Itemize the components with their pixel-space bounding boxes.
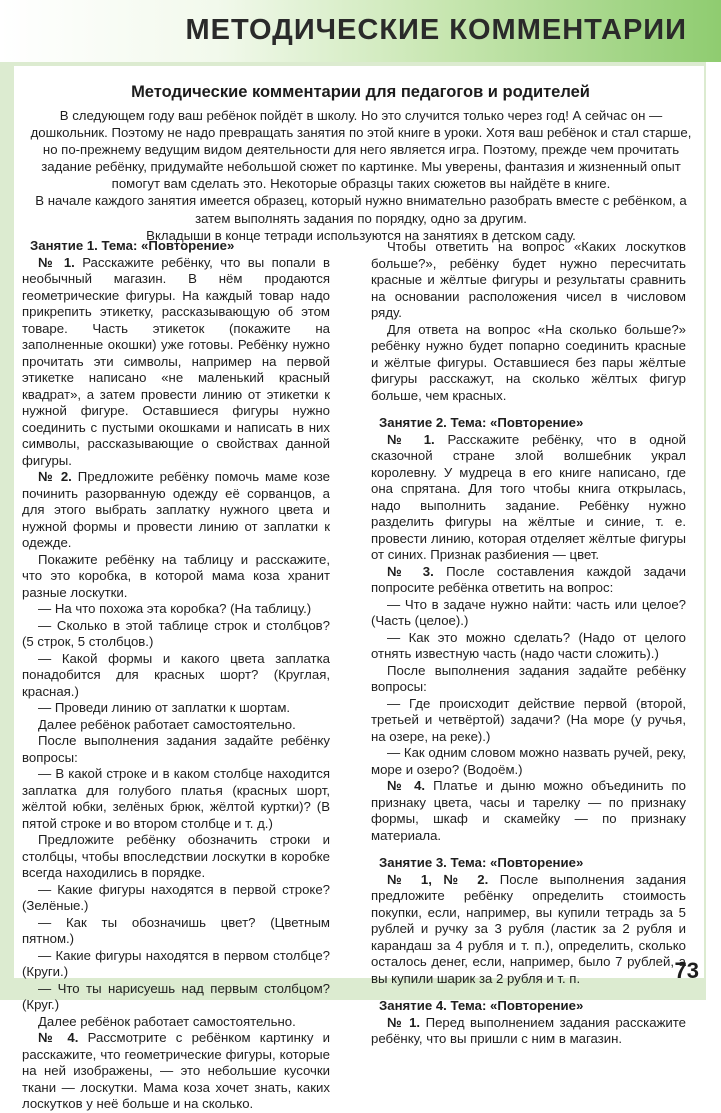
header-banner: [0, 0, 721, 62]
column-paragraph: [371, 778, 686, 844]
intro-paragraph: В следующем году ваш ребёнок пойдёт в школу. Но это случится только через год! А сейчас он — дошкольник. Поэтому не надо превращать занятия по этой книге в уроки. Хотя ваш ребёнок и стал старше, но по-прежнему ведущим видом деятельности для него является игра. Поэтому, прежде чем прочитать задание ребёнку, придумайте небольшой сюжет по картинке. Мы уверены, фантазия и жизненный опыт помогут вам сделать это. Некоторые образцы таких сюжетов вы найдёте в книге.: [30, 108, 692, 192]
task-text: После составления каждой задачи попросите ребёнка ответить на вопрос:: [371, 563, 686, 595]
task-text: Расскажите ребёнку, что вы попали в необычный магазин. В нём продаются геометрические фигуры. На каждый товар надо прикрепить этикетку, рассказывающую об этом товаре. Часть этикеток (покажите на заполненные окошки) уже готовы. Ребёнку нужно прочитать эти символы, например на первой этикетке написано «не маленький красный квадрат», а затем провести линию от этикетки к нужной фигуре. Оставшиеся фигуры нужно соединить с пустыми окошками и написать в них символы, рассказывающие о свойствах данной фигуры.: [22, 254, 330, 468]
column-paragraph: — Как это можно сделать? (Надо от целого отнять известную часть (надо части сложить).): [371, 629, 686, 661]
column-paragraph: — Какие фигуры находятся в первом столбце? (Круги.): [22, 947, 330, 979]
task-number: № 1.: [387, 431, 435, 447]
column-paragraph: — Какой формы и какого цвета заплатка понадобится для красных шорт? (Круглая, красная.): [22, 650, 330, 699]
column-paragraph: [371, 432, 686, 564]
column-paragraph: — Проведи линию от заплатки к шортам.: [38, 700, 291, 715]
lesson-heading: Занятие 1. Тема: «Повторение»: [30, 238, 235, 253]
column-paragraph: После выполнения задания задайте ребёнку вопросы:: [371, 662, 686, 694]
task-text: Перед выполнением задания расскажите ребёнку, что вы пришли с ним в магазин.: [371, 1014, 686, 1046]
column-paragraph: Далее ребёнок работает самостоятельно.: [38, 716, 296, 732]
intro-paragraph: Вкладыши в конце тетради используются на занятиях в детском саду.: [146, 227, 576, 243]
column-paragraph: Покажите ребёнку на таблицу и расскажите, что это коробка, в которой мама коза хранит разные лоскутки.: [22, 551, 330, 600]
column-paragraph: Чтобы ответить на вопрос «Каких лоскутков больше?», ребёнку будет нужно пересчитать красные и жёлтые фигуры и результаты сравнить на основании расположения чисел в числовом ряду.: [371, 239, 686, 320]
column-paragraph: — Что ты нарисуешь над первым столбцом? (Круг.): [22, 980, 330, 1012]
task-number: № 3.: [387, 563, 434, 579]
task-text: Расскажите ребёнку, что в одной сказочной стране злой волшебник украл королевну. У мудреца в его книге написано, где она спрятана. Для того чтобы книга открылась, надо выполнить задание. Ребёнку нужно разделить фигуры на жёлтые и синие, т. е. провести линию, которая отделяет жёлтые фигуры от синих. Признак разбиения — цвет.: [371, 431, 686, 562]
task-number: № 4.: [387, 778, 426, 793]
lesson-heading: Занятие 2. Тема: «Повторение»: [379, 415, 584, 430]
lesson-heading: Занятие 3. Тема: «Повторение»: [379, 855, 584, 870]
lesson-heading: Занятие 4. Тема: «Повторение»: [379, 998, 584, 1013]
banner-title: МЕТОДИЧЕСКИЕ КОММЕНТАРИИ: [185, 14, 687, 46]
page-number: 73: [674, 958, 699, 983]
section-subtitle: Методические комментарии для педагогов и родителей: [131, 83, 590, 101]
column-paragraph: — Где происходит действие первой (второй, третьей и четвёртой) задачи? (На море (у ручья, на озере, на реке).): [371, 695, 686, 744]
column-paragraph: Предложите ребёнку обозначить строки и столбцы, чтобы впоследствии лоскутки в коробке всегда находились в порядке.: [22, 832, 330, 880]
column-paragraph: Для ответа на вопрос «На сколько больше?» ребёнку нужно будет попарно соединить красные и жёлтые фигуры. Оставшиеся без пары жёлтые фигуры расскажут, на сколько жёлтых фигур больше, чем красных.: [371, 321, 686, 403]
task-text: Рассмотрите с ребёнком картинку и расскажите, что геометрические фигуры, которые на ней изображены, — это небольшие кусочки ткани — лоскутки. Мама коза хочет знать, каких лоскутков у неё больше и на сколько.: [22, 1030, 330, 1111]
column-paragraph: — В какой строке и в каком столбце находится заплатка для голубого платья (красных шорт, жёлтой юбки, зелёных брюк, жёлтой куртки)? (В пятой строке и во втором столбце и т. д.): [22, 766, 330, 831]
task-number: № 1.: [387, 1014, 421, 1030]
column-paragraph: После выполнения задания задайте ребёнку вопросы:: [22, 733, 330, 765]
task-number: № 2.: [38, 469, 72, 484]
column-paragraph: [371, 1015, 686, 1048]
task-number: № 1, № 2.: [387, 871, 489, 887]
task-text: Платье и дыню можно объединить по признаку цвета, часы и тарелку — по признаку формы, шкаф и скамейку — по признаку материала.: [371, 778, 686, 843]
intro-paragraph: В начале каждого занятия имеется образец, который нужно внимательно разобрать вместе с ребёнком, а затем выполнять задания по порядку, одно за другим.: [35, 193, 687, 226]
column-paragraph: [22, 1030, 330, 1113]
task-number: № 1.: [38, 254, 75, 270]
column-paragraph: [371, 872, 686, 988]
edge-stripe: [706, 62, 721, 1000]
column-paragraph: — Как ты обозначишь цвет? (Цветным пятном.): [22, 914, 330, 946]
column-paragraph: — Сколько в этой таблице строк и столбцов? (5 строк, 5 столбцов.): [22, 617, 330, 649]
task-text: Предложите ребёнку помочь маме козе починить разорванную одежду её сорванцов, а для этого выбрать заплатку нужного цвета и нужной формы и провести линию от заплатки к одежде.: [22, 469, 330, 550]
column-paragraph: [371, 564, 686, 597]
intro-text: [30, 107, 692, 244]
column-paragraph: — Какие фигуры находятся в первой строке? (Зелёные.): [22, 881, 330, 913]
column-paragraph: Далее ребёнок работает самостоятельно.: [38, 1013, 296, 1029]
column-paragraph: — Как одним словом можно назвать ручей, реку, море и озеро? (Водоём.): [371, 745, 686, 777]
task-number: № 4.: [38, 1030, 79, 1045]
column-paragraph: [22, 255, 330, 470]
column-paragraph: — На что похожа эта коробка? (На таблицу.): [38, 601, 312, 616]
right-column: [371, 239, 686, 1048]
task-text: После выполнения задания предложите ребёнку определить стоимость покупки, если, например, вы купили тетрадь за 5 рублей и ручку за 3 рубля (ластик за 2 рубля и карандаш за 4 рубля и т. п.), определить, сколько осталось денег, если, например, было 7 рублей, а вы купили шарик за 2 рубля и т. п.: [371, 871, 687, 986]
left-column: [22, 238, 330, 1113]
column-paragraph: [22, 469, 330, 552]
column-paragraph: — Что в задаче нужно найти: часть или целое? (Часть (целое).): [371, 596, 686, 628]
